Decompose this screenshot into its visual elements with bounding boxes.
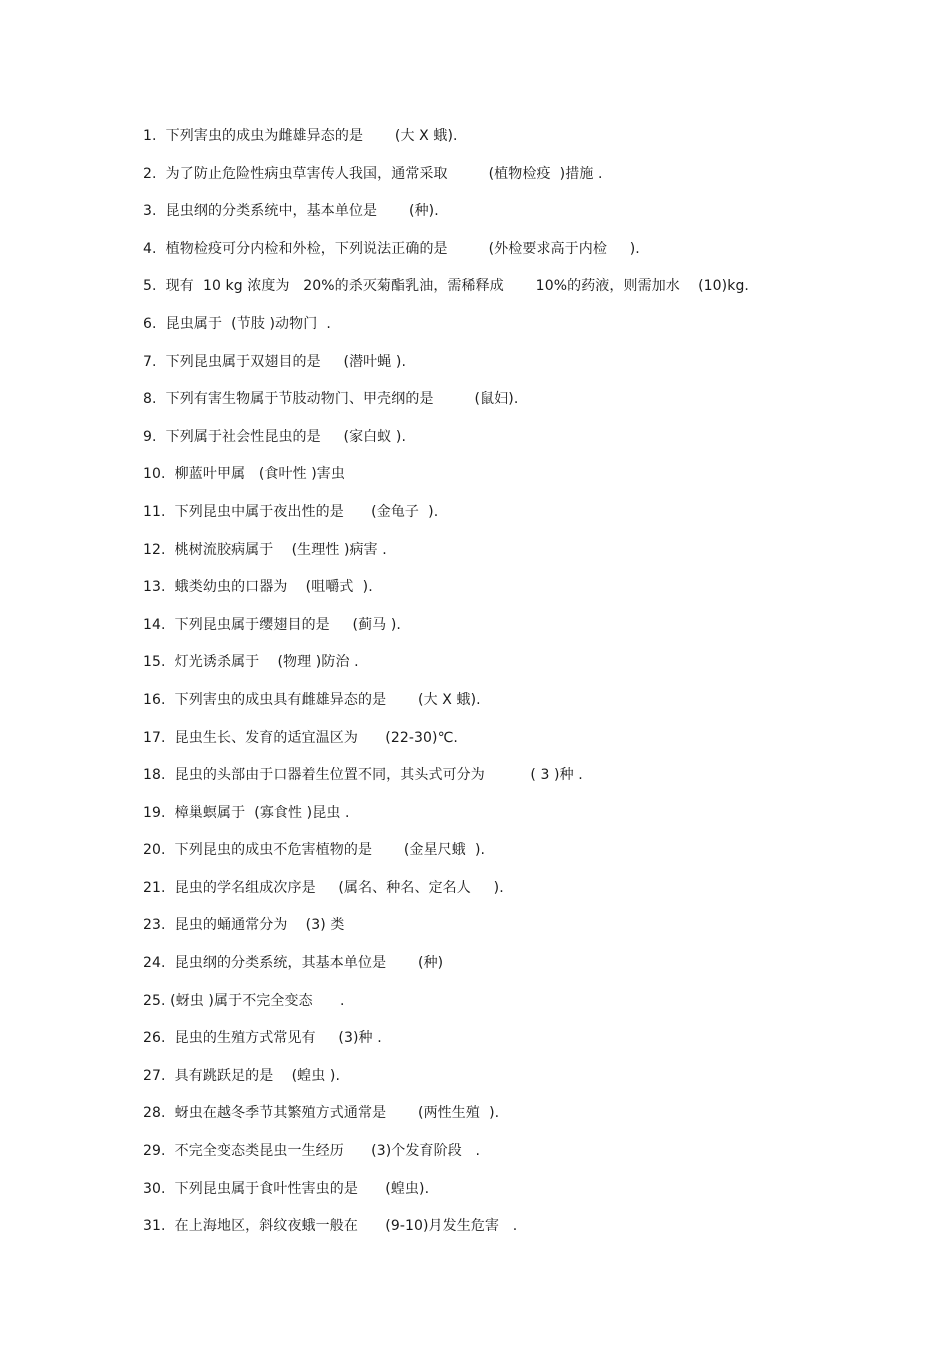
question-item: 29. 不完全变态类昆虫一生经历 (3)个发育阶段 . xyxy=(143,1143,480,1160)
question-item: 27. 具有跳跃足的是 (蝗虫 ). xyxy=(143,1067,340,1084)
question-item: 6. 昆虫属于 (节肢 )动物门 . xyxy=(143,315,331,332)
question-item: 7. 下列昆虫属于双翅目的是 (潜叶蝇 ). xyxy=(143,353,407,370)
question-item: 9. 下列属于社会性昆虫的是 (家白蚁 ). xyxy=(143,428,407,445)
question-item: 3. 昆虫纲的分类系统中，基本单位是 (种). xyxy=(143,203,439,220)
question-list xyxy=(143,124,863,1252)
question-item: 28. 蚜虫在越冬季节其繁殖方式通常是 (两性生殖 ). xyxy=(143,1105,500,1122)
question-item: 12. 桃树流胶病属于 (生理性 )病害 . xyxy=(143,541,387,558)
question-item: 26. 昆虫的生殖方式常见有 (3)种 . xyxy=(143,1030,382,1047)
question-item: 16. 下列害虫的成虫具有雌雄异态的是 (大 X 蛾). xyxy=(143,691,481,708)
question-item: 15. 灯光诱杀属于 (物理 )防治 . xyxy=(143,654,359,671)
question-item: 25. (蚜虫 )属于不完全变态 . xyxy=(143,992,345,1009)
question-item: 5. 现有 10 kg 浓度为 20%的杀灭菊酯乳油，需稀释成 10%的药液，则需加水 (10)kg. xyxy=(143,278,749,295)
question-item: 17. 昆虫生长、发育的适宜温区为 (22-30)℃. xyxy=(143,729,458,746)
question-item: 8. 下列有害生物属于节肢动物门、甲壳纲的是 (鼠妇). xyxy=(143,391,519,408)
question-item: 11. 下列昆虫中属于夜出性的是 (金龟子 ). xyxy=(143,503,439,520)
question-item: 1. 下列害虫的成虫为雌雄异态的是 (大 X 蛾). xyxy=(143,128,458,144)
question-item: 2. 为了防止危险性病虫草害传人我国，通常采取 (植物检疫 )措施 . xyxy=(143,165,603,182)
question-item: 30. 下列昆虫属于食叶性害虫的是 (蝗虫). xyxy=(143,1180,430,1197)
question-item: 10. 柳蓝叶甲属 (食叶性 )害虫 xyxy=(143,466,345,483)
question-item: 13. 蛾类幼虫的口器为 (咀嚼式 ). xyxy=(143,579,373,596)
question-item: 23. 昆虫的蛹通常分为 (3) 类 xyxy=(143,917,345,934)
question-item: 14. 下列昆虫属于缨翅目的是 (蓟马 ). xyxy=(143,616,401,633)
question-item: 24. 昆虫纲的分类系统，其基本单位是 (种) xyxy=(143,955,444,972)
question-item: 18. 昆虫的头部由于口器着生位置不同，其头式可分为 ( 3 )种 . xyxy=(143,767,583,784)
question-item: 19. 樟巢螟属于 (寡食性 )昆虫 . xyxy=(143,804,350,821)
question-item: 31. 在上海地区，斜纹夜蛾一般在 (9-10)月发生危害 . xyxy=(143,1218,518,1235)
question-item: 4. 植物检疫可分内检和外检，下列说法正确的是 (外检要求高于内检 ). xyxy=(143,240,640,257)
question-item: 21. 昆虫的学名组成次序是 (属名、种名、定名人 ). xyxy=(143,879,504,896)
question-item: 20. 下列昆虫的成虫不危害植物的是 (金星尺蛾 ). xyxy=(143,842,486,859)
